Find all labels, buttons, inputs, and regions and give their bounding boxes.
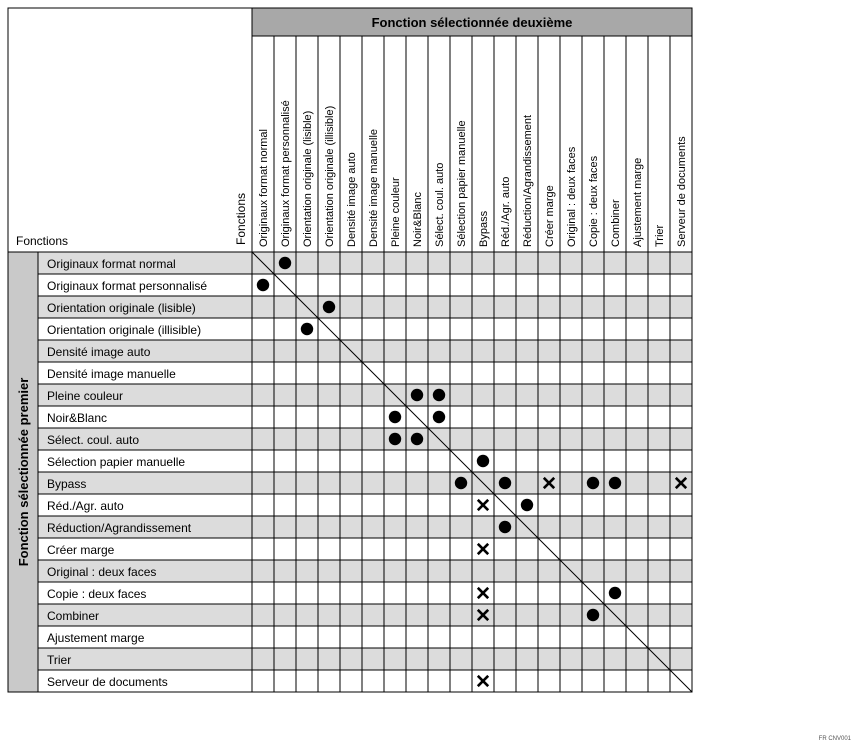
compatible-dot [587,477,599,489]
row-label: Sélect. coul. auto [47,433,140,447]
row-label: Réduction/Agrandissement [47,521,192,535]
compatible-dot [411,389,423,401]
column-header: Original : deux faces [566,146,578,247]
row-label: Noir&Blanc [47,411,108,425]
row-label: Densité image auto [47,345,151,359]
second-function-title: Fonction sélectionnée deuxième [371,15,573,30]
row-stripe [38,384,692,406]
column-header: Orientation originale (lisible) [302,110,314,247]
row-label: Original : deux faces [47,565,157,579]
row-label: Serveur de documents [47,675,168,689]
row-label: Combiner [47,609,100,623]
incompatible-cross [478,588,488,598]
row-label: Orientation originale (illisible) [47,323,202,337]
column-header: Copie : deux faces [588,155,600,247]
row-label: Pleine couleur [47,389,124,403]
row-label: Ajustement marge [47,631,145,645]
compatible-dot [433,411,445,423]
column-header: Réd./Agr. auto [500,176,512,247]
compatible-dot [433,389,445,401]
corner-label: Fonctions [16,234,69,248]
rotated-functions-label: Fonctions [234,192,248,245]
compatible-dot [389,433,401,445]
column-header: Sélection papier manuelle [456,120,468,247]
compatible-dot [499,477,511,489]
column-header: Serveur de documents [676,136,688,247]
row-label: Bypass [47,477,87,491]
row-label: Orientation originale (lisible) [47,301,196,315]
column-header: Originaux format normal [258,129,270,247]
column-header: Sélect. coul. auto [434,162,446,247]
row-stripe [38,648,692,670]
incompatible-cross [478,676,488,686]
compatible-dot [609,587,621,599]
compatible-dot [477,455,489,467]
column-header: Combiner [610,199,622,247]
compatible-dot [323,301,335,313]
column-header: Trier [654,224,666,247]
column-header: Réduction/Agrandissement [522,114,534,247]
compatible-dot [411,433,423,445]
column-header: Bypass [478,210,490,247]
column-header: Densité image manuelle [368,128,380,247]
column-header: Originaux format personnalisé [280,100,292,247]
compatible-dot [279,257,291,269]
compatible-dot [521,499,533,511]
compatible-dot [389,411,401,423]
compatible-dot [587,609,599,621]
compatible-dot [499,521,511,533]
incompatible-cross [478,544,488,554]
column-header: Noir&Blanc [412,191,424,247]
row-label: Copie : deux faces [47,587,147,601]
row-label: Originaux format normal [47,257,176,271]
row-label: Densité image manuelle [47,367,176,381]
row-label: Réd./Agr. auto [47,499,124,513]
compatible-dot [455,477,467,489]
column-header: Orientation originale (illisible) [324,105,336,247]
first-function-title: Fonction sélectionnée premier [16,377,31,567]
row-label: Trier [47,653,72,667]
incompatible-cross [478,500,488,510]
column-header: Ajustement marge [632,157,644,247]
row-label: Sélection papier manuelle [47,455,186,469]
compatible-dot [257,279,269,291]
row-label: Créer marge [47,543,115,557]
compatible-dot [609,477,621,489]
column-header: Créer marge [544,185,556,247]
column-headers [258,100,688,247]
column-header: Pleine couleur [390,177,402,247]
column-header: Densité image auto [346,152,358,247]
compatible-dot [301,323,313,335]
row-label: Originaux format personnalisé [47,279,208,293]
figure-code: FR CNV001 [818,736,851,742]
